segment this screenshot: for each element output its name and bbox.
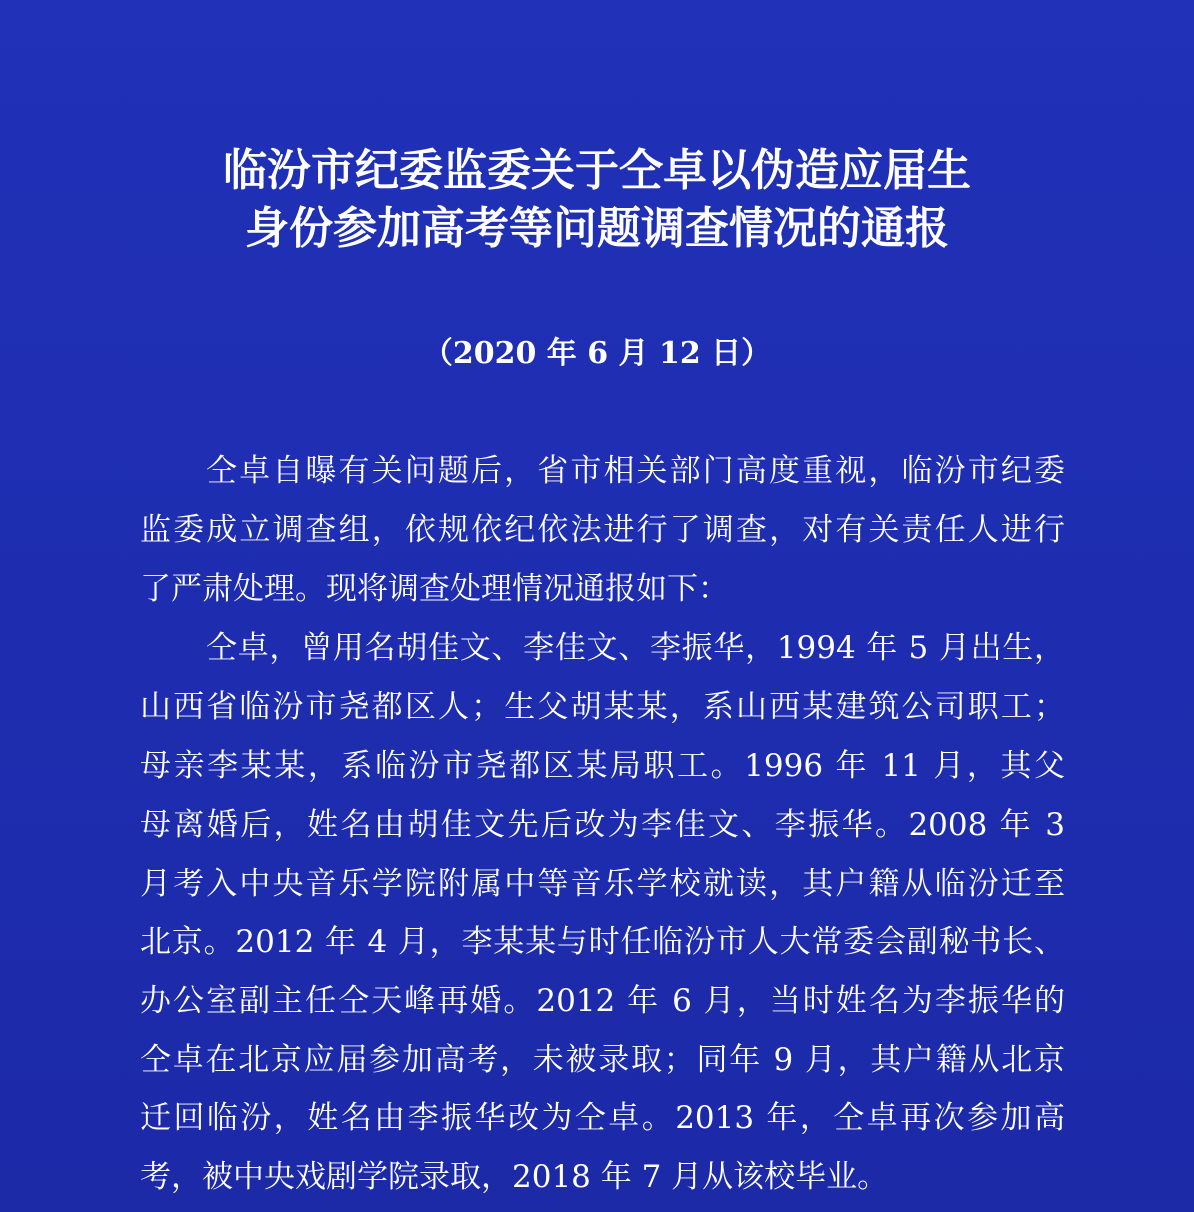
paragraph-2-line: 母离婚后，姓名由胡佳文先后改为李佳文、李振华。2008 年 3: [140, 807, 1065, 843]
notice-title-line-2: 身份参加高考等问题调查情况的通报: [245, 203, 949, 254]
paragraph-1-line: 了严肃处理。现将调查处理情况通报如下：: [140, 571, 729, 607]
paragraph-2-line: 迁回临汾，姓名由李振华改为仝卓。2013 年，仝卓再次参加高: [140, 1100, 1065, 1136]
paragraph-1-line: 仝卓自曝有关问题后，省市相关部门高度重视，临汾市纪委: [206, 453, 1065, 489]
notice-title-line-1: 临汾市纪委监委关于仝卓以伪造应届生: [223, 145, 971, 196]
paragraph-2-line: 考，被中央戏剧学院录取，2018 年 7 月从该校毕业。: [140, 1159, 889, 1195]
paragraph-2-line: 月考入中央音乐学院附属中等音乐学校就读，其户籍从临汾迁至: [140, 866, 1065, 902]
paragraph-1-line: 监委成立调查组，依规依纪依法进行了调查，对有关责任人进行: [140, 512, 1065, 548]
paragraph-2-line: 山西省临汾市尧都区人；生父胡某某，系山西某建筑公司职工；: [140, 689, 1065, 725]
paragraph-2-line: 仝卓在北京应届参加高考，未被录取；同年 9 月，其户籍从北京: [140, 1042, 1065, 1078]
paragraph-2-line: 办公室副主任仝天峰再婚。2012 年 6 月，当时姓名为李振华的: [140, 983, 1065, 1019]
paragraph-2-line: 仝卓，曾用名胡佳文、李佳文、李振华，1994 年 5 月出生，: [206, 630, 1065, 666]
paragraph-2-line: 母亲李某某，系临汾市尧都区某局职工。1996 年 11 月，其父: [140, 748, 1065, 784]
notice-date: （2020 年 6 月 12 日）: [422, 336, 772, 371]
paragraph-2-line: 北京。2012 年 4 月，李某某与时任临汾市人大常委会副秘书长、: [140, 924, 1065, 960]
